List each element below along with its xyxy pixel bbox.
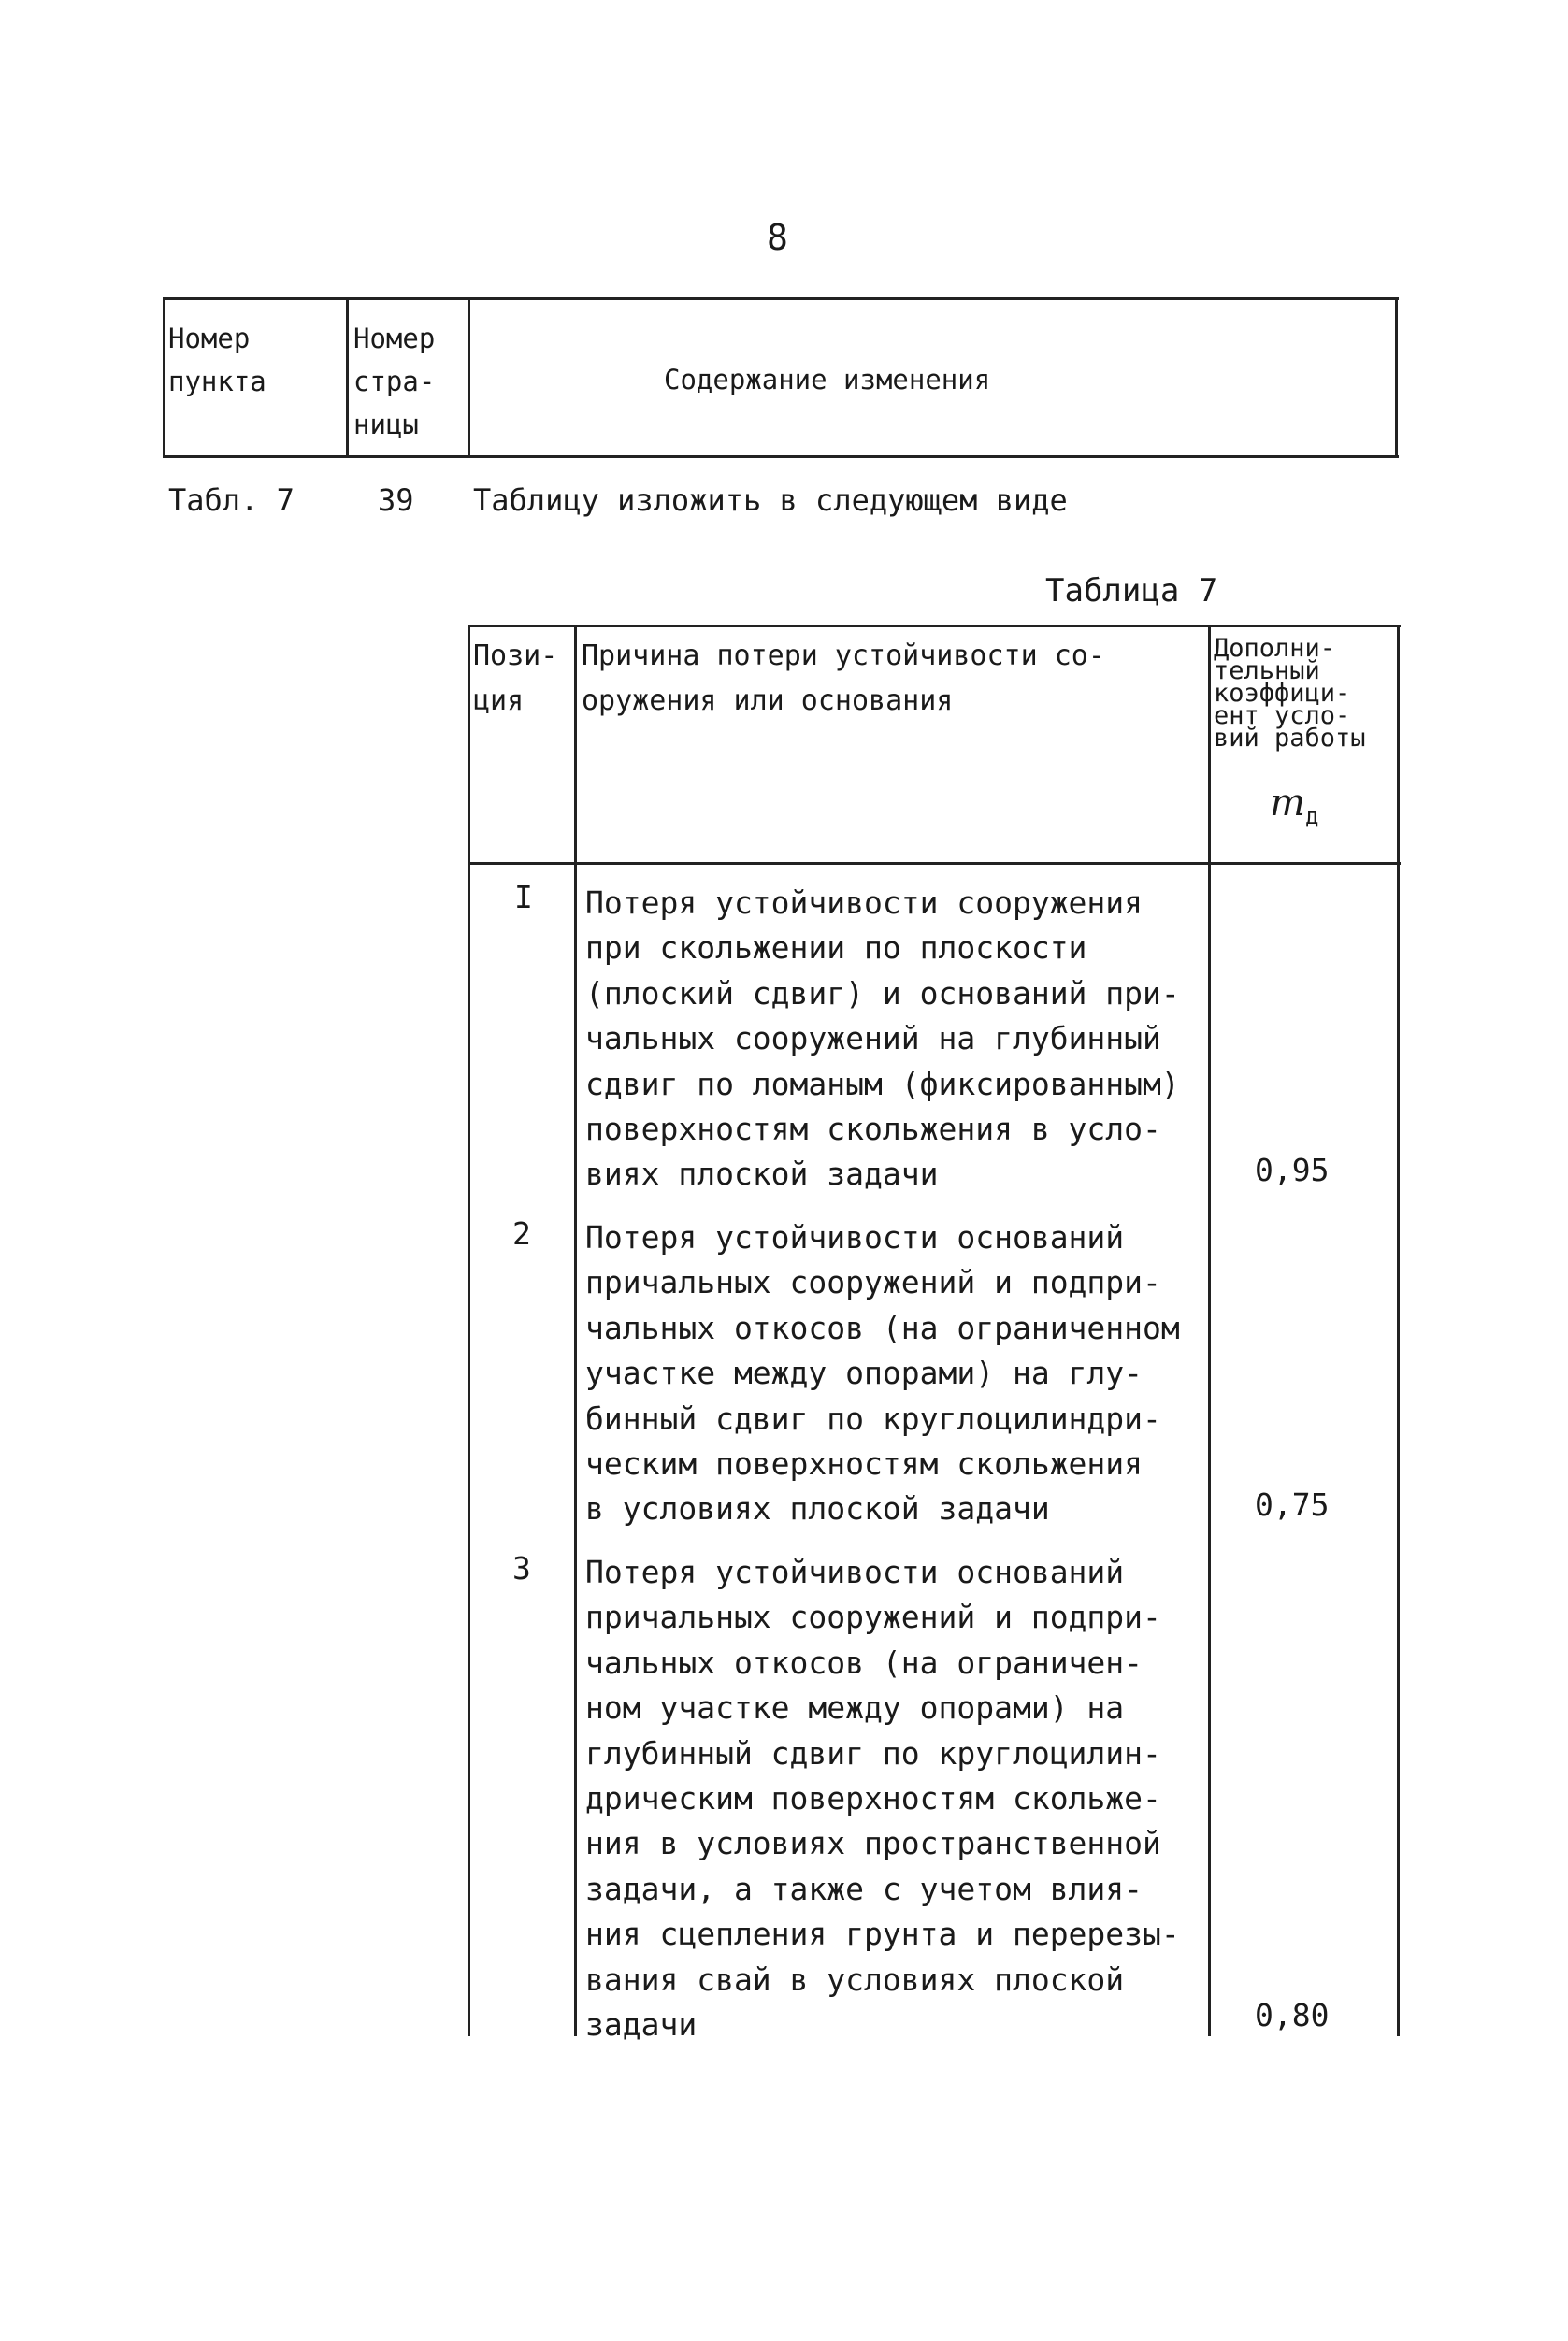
change-row-page: 39 [378,482,414,518]
page-number: 8 [767,217,788,258]
t7-header-coefficient: Дополни- тельный коэффици- ент усло- вий работы [1214,634,1366,753]
t7-row-2-position: 2 [512,1215,531,1252]
t7-row-3-position: 3 [512,1550,531,1587]
t7-row-1-reason: Потеря устойчивости сооружения при скольжении по плоскости (плоский сдвиг) и оснований при- чальных сооружений на глубинный сдвиг по ломаным (фиксированным) поверхностям скольжения в усло- виях плоской задачи [585,884,1180,1193]
change-table-header [163,297,1399,458]
t7-row-3-coefficient: 0,80 [1255,1997,1330,2033]
table7 [468,625,1401,2044]
t7-header-reason: Причина потери устойчивости со- оружения или основания [582,639,1105,717]
t7-header-position: Пози- ция [473,639,558,717]
t7-row-1-coefficient: 0,95 [1255,1152,1330,1188]
t7-row-1-position: I [514,879,533,915]
table7-label: Таблица 7 [1045,572,1218,610]
header-page-number: Номер стра- ницы [353,323,436,440]
t7-row-2-coefficient: 0,75 [1255,1486,1330,1523]
t7-row-2-reason: Потеря устойчивости оснований причальных сооружений и подпри- чальных откосов (на ограниченном участке между опорами) на глу- бинный сдвиг по круглоцилиндри- ческим поверхностям скольжения в условиях плоской задачи [585,1219,1180,1528]
change-row-item: Табл. 7 [168,482,295,518]
header-content: Содержание изменения [664,364,991,395]
t7-row-3-reason: Потеря устойчивости оснований причальных сооружений и подпри- чальных откосов (на ограничен- ном участке между опорами) на глубинный сдвиг по круглоцилин- дрическим поверхностям скольже- ния в условиях пространственной задачи, а также с учетом влия- ния сцепления грунта и перерезы- вания свай в условиях плоской задачи [585,1554,1180,2044]
t7-symbol-md: $m_д$ [1270,782,1319,829]
header-item-number: Номер пункта [168,323,266,397]
change-row-content: Таблицу изложить в следующем виде [473,482,1068,518]
